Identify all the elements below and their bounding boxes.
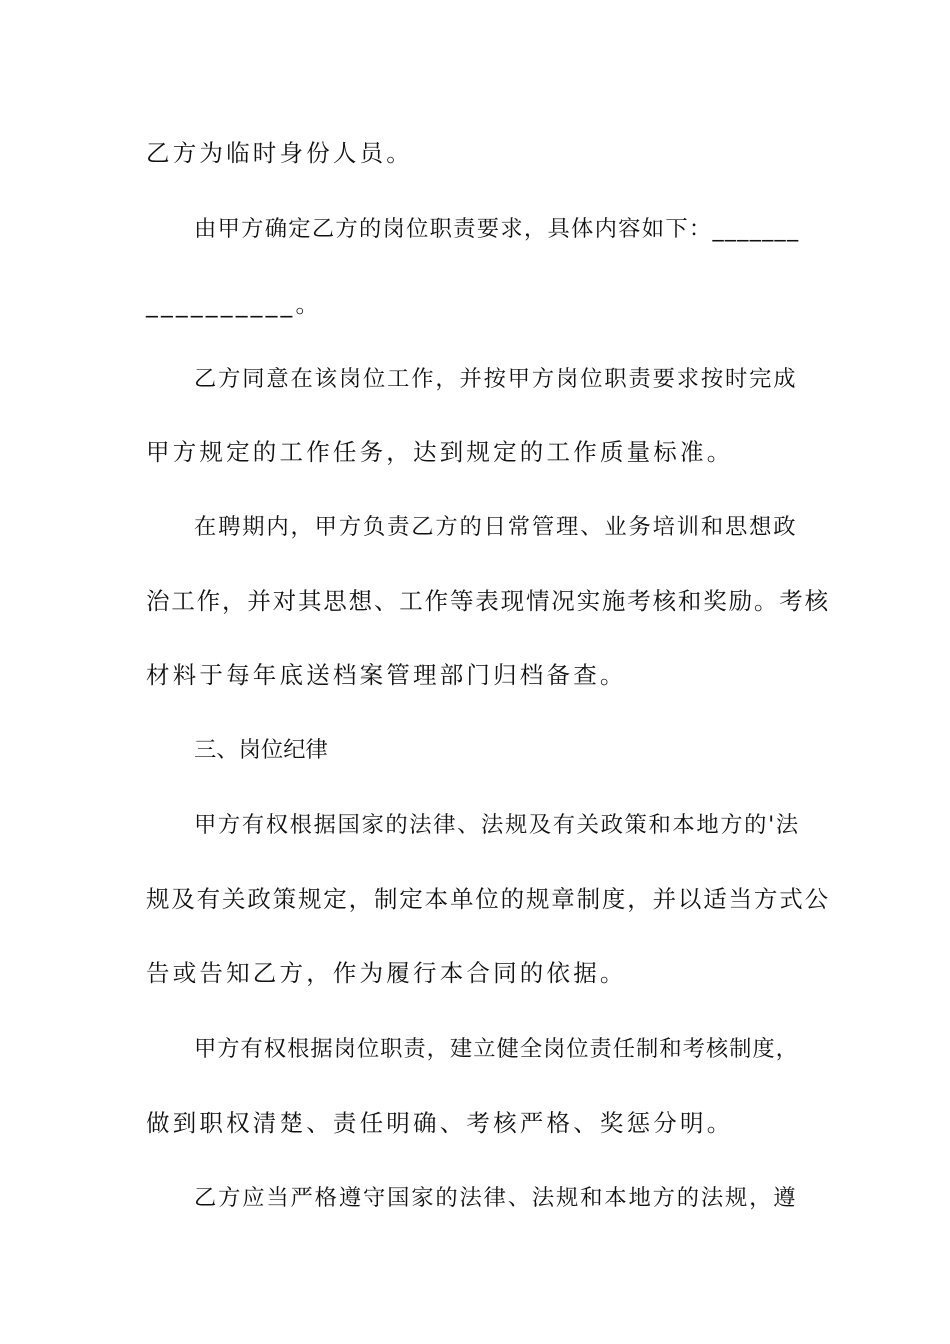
text-line-3: __________。 — [146, 290, 323, 318]
text-line-13: 甲方有权根据岗位职责，建立健全岗位责任制和考核制度， — [194, 1036, 799, 1062]
text-line-2: 由甲方确定乙方的岗位职责要求，具体内容如下：_______ — [194, 216, 800, 242]
text-line-12: 告或告知乙方，作为履行本合同的依据。 — [146, 959, 627, 987]
section-heading: 三、岗位纪律 — [194, 737, 328, 763]
text-line-15: 乙方应当严格遵守国家的法律、法规和本地方的法规，遵 — [194, 1185, 798, 1211]
text-line-11: 规及有关政策规定，制定本单位的规章制度，并以适当方式公 — [146, 885, 830, 913]
text-line-7: 治工作，并对其思想、工作等表现情况实施考核和奖励。考核 — [146, 587, 830, 615]
text-line-8: 材料于每年底送档案管理部门归档备查。 — [146, 661, 627, 689]
text-line-10: 甲方有权根据国家的法律、法规及有关政策和本地方的'法 — [194, 812, 800, 838]
text-line-6: 在聘期内，甲方负责乙方的日常管理、业务培训和思想政 — [194, 514, 798, 540]
text-line-5: 甲方规定的工作任务，达到规定的工作质量标准。 — [146, 438, 734, 466]
text-line-1: 乙方为临时身份人员。 — [146, 139, 413, 167]
text-line-4: 乙方同意在该岗位工作，并按甲方岗位职责要求按时完成 — [194, 366, 798, 392]
text-line-14: 做到职权清楚、责任明确、考核严格、奖惩分明。 — [146, 1109, 734, 1137]
